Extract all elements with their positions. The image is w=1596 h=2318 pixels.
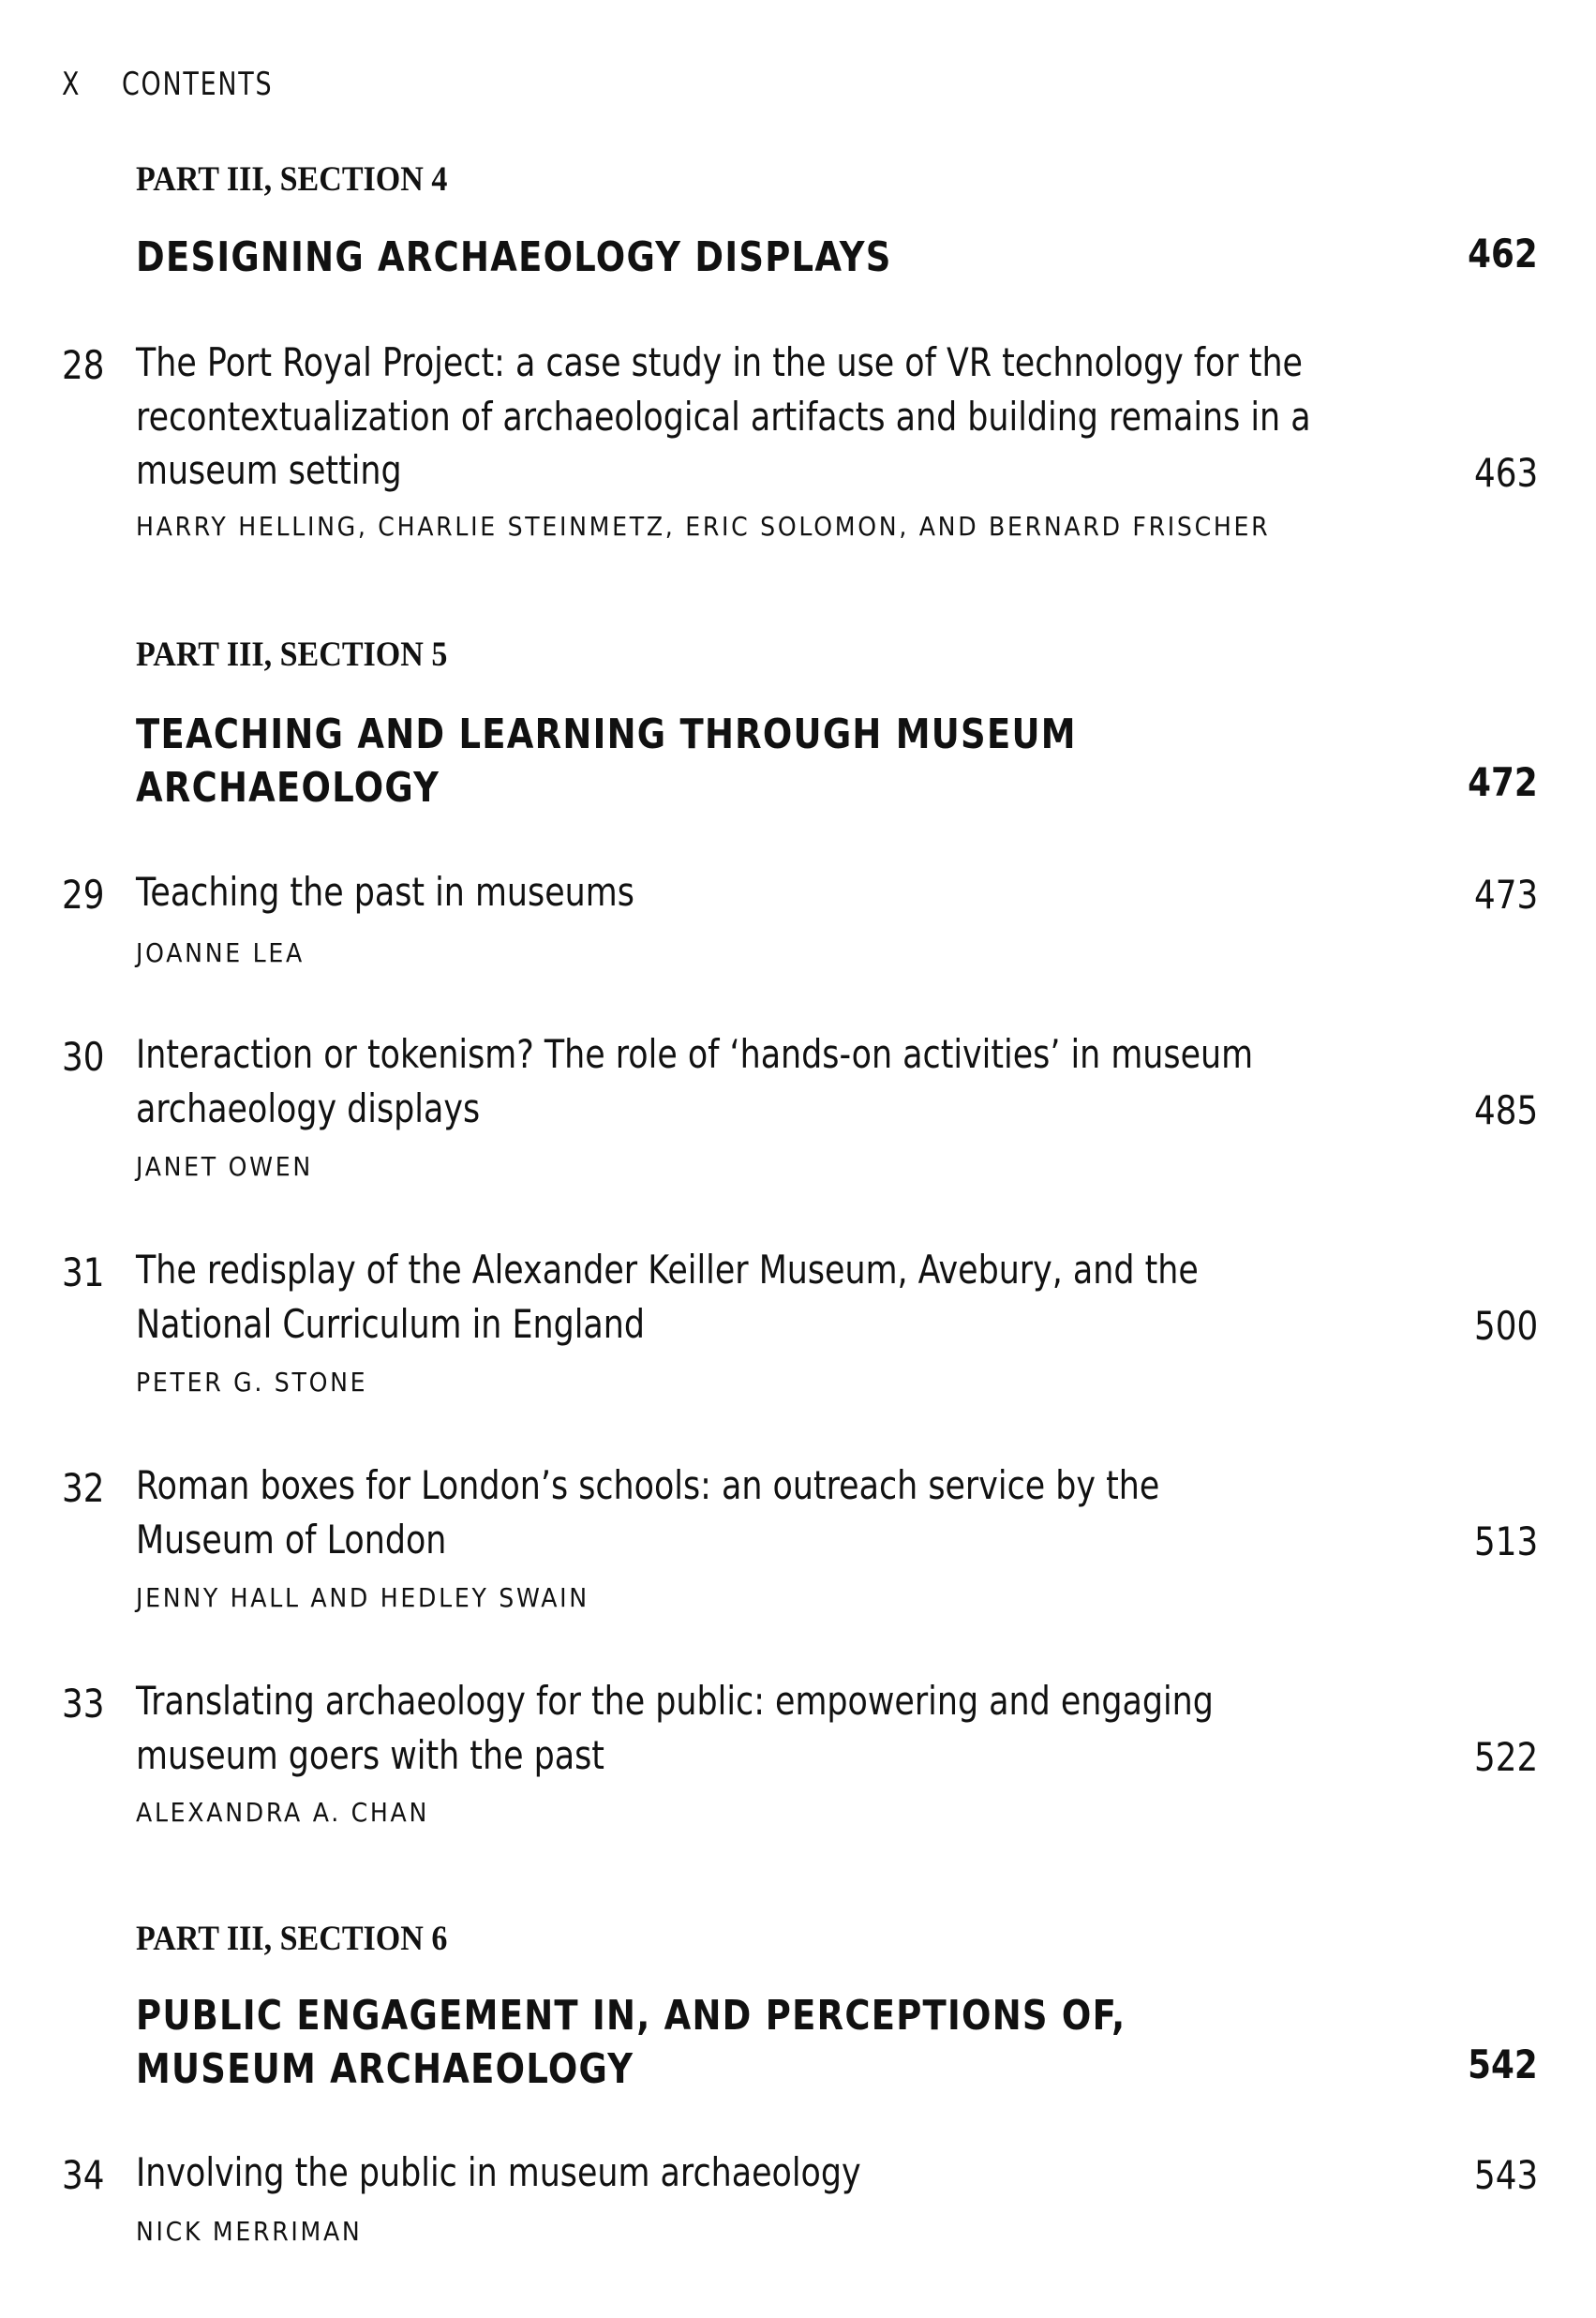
section-page-number[interactable]: 472 bbox=[1468, 759, 1538, 805]
section-page-number[interactable]: 462 bbox=[1468, 231, 1538, 277]
chapter-page-number[interactable]: 473 bbox=[1473, 872, 1538, 918]
section-label: PART III, SECTION 6 bbox=[136, 1920, 448, 1958]
chapter-page-number[interactable]: 513 bbox=[1473, 1518, 1538, 1564]
section-title[interactable] bbox=[136, 1989, 1126, 2096]
page-folio: X bbox=[62, 66, 82, 103]
chapter-page-number[interactable]: 485 bbox=[1473, 1087, 1538, 1133]
chapter-number: 30 bbox=[62, 1034, 105, 1080]
section-title-line: MUSEUM ARCHAEOLOGY bbox=[136, 2045, 634, 2093]
chapter-title-line: The Port Royal Project: a case study in the use of VR technology for the bbox=[136, 339, 1304, 385]
chapter-number: 33 bbox=[62, 1681, 105, 1727]
chapter-page-number[interactable]: 522 bbox=[1473, 1734, 1538, 1780]
section-page-number[interactable]: 542 bbox=[1468, 2041, 1538, 2087]
chapter-title-line: Translating archaeology for the public: empowering and engaging bbox=[136, 1678, 1214, 1724]
chapter-title-line: Roman boxes for London’s schools: an outreach service by the bbox=[136, 1462, 1160, 1508]
chapter-authors: JOANNE LEA bbox=[136, 937, 305, 968]
chapter-authors: HARRY HELLING, CHARLIE STEINMETZ, ERIC SOLOMON, AND BERNARD FRISCHER bbox=[136, 511, 1271, 542]
chapter-title-line: Interaction or tokenism? The role of ‘hands-on activities’ in museum bbox=[136, 1031, 1254, 1077]
chapter-authors: ALEXANDRA A. CHAN bbox=[136, 1797, 430, 1828]
section-title-line: DESIGNING ARCHAEOLOGY DISPLAYS bbox=[136, 233, 892, 281]
chapter-number: 32 bbox=[62, 1465, 105, 1511]
chapter-title[interactable] bbox=[136, 336, 1311, 498]
chapter-number: 34 bbox=[62, 2152, 105, 2198]
chapter-authors: JENNY HALL AND HEDLEY SWAIN bbox=[136, 1582, 589, 1613]
chapter-title-line: recontextualization of archaeological artifacts and building remains in a bbox=[136, 393, 1311, 440]
chapter-title-line: museum goers with the past bbox=[136, 1731, 604, 1778]
chapter-page-number[interactable]: 463 bbox=[1473, 450, 1538, 496]
chapter-title[interactable] bbox=[136, 1027, 1253, 1135]
chapter-title-line: Teaching the past in museums bbox=[136, 869, 634, 915]
section-title-line: TEACHING AND LEARNING THROUGH MUSEUM bbox=[136, 710, 1077, 758]
section-label: PART III, SECTION 4 bbox=[136, 160, 448, 199]
section-title-line: ARCHAEOLOGY bbox=[136, 764, 440, 812]
chapter-title-line: museum setting bbox=[136, 447, 402, 493]
chapter-title[interactable] bbox=[136, 1243, 1199, 1351]
section-title-line: PUBLIC ENGAGEMENT IN, AND PERCEPTIONS OF, bbox=[136, 1992, 1126, 2040]
chapter-title[interactable] bbox=[136, 1674, 1214, 1782]
chapter-page-number[interactable]: 543 bbox=[1473, 2152, 1538, 2198]
chapter-title[interactable] bbox=[136, 865, 634, 920]
chapter-authors: NICK MERRIMAN bbox=[136, 2216, 363, 2247]
section-label: PART III, SECTION 5 bbox=[136, 636, 448, 674]
chapter-page-number[interactable]: 500 bbox=[1473, 1303, 1538, 1349]
chapter-title-line: The redisplay of the Alexander Keiller Museum, Avebury, and the bbox=[136, 1247, 1199, 1293]
chapter-title[interactable] bbox=[136, 2146, 861, 2200]
chapter-number: 28 bbox=[62, 342, 105, 388]
chapter-title-line: archaeology displays bbox=[136, 1084, 481, 1131]
section-title[interactable] bbox=[136, 231, 892, 284]
chapter-title-line: National Curriculum in England bbox=[136, 1300, 645, 1347]
chapter-title-line: Museum of London bbox=[136, 1516, 447, 1563]
chapter-title-line: Involving the public in museum archaeology bbox=[136, 2149, 861, 2195]
chapter-title[interactable] bbox=[136, 1458, 1159, 1566]
chapter-authors: PETER G. STONE bbox=[136, 1367, 368, 1398]
chapter-authors: JANET OWEN bbox=[136, 1151, 313, 1182]
section-title[interactable] bbox=[136, 708, 1077, 815]
chapter-number: 31 bbox=[62, 1249, 105, 1295]
running-head-title: CONTENTS bbox=[122, 66, 274, 103]
chapter-number: 29 bbox=[62, 872, 105, 918]
